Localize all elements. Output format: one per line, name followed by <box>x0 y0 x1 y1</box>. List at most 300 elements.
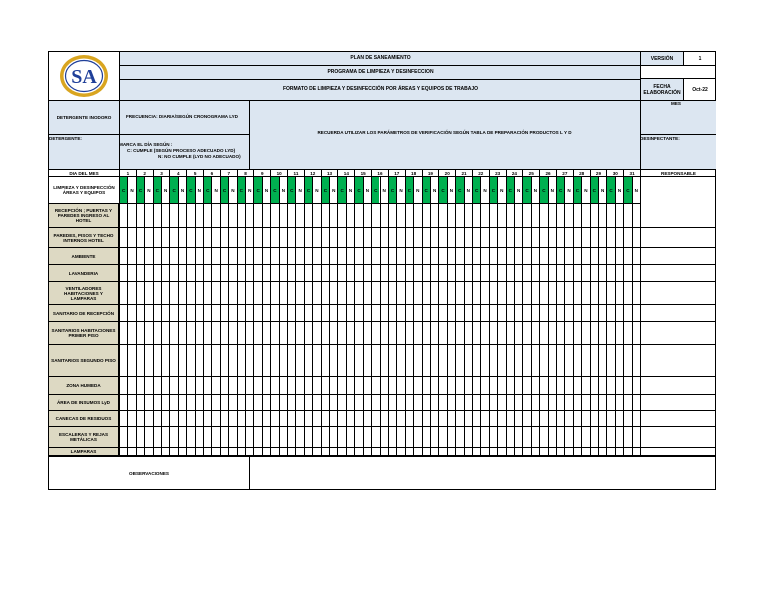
check-cell[interactable] <box>253 427 261 447</box>
check-cell[interactable] <box>413 265 421 281</box>
check-cell[interactable] <box>245 305 253 321</box>
check-cell[interactable] <box>396 265 404 281</box>
check-cell[interactable] <box>548 427 556 447</box>
check-cell[interactable] <box>531 411 539 426</box>
check-cell[interactable] <box>514 305 522 321</box>
check-cell[interactable] <box>329 448 337 455</box>
check-cell[interactable] <box>472 305 480 321</box>
check-cell[interactable] <box>430 448 438 455</box>
check-cell[interactable] <box>195 377 203 394</box>
check-cell[interactable] <box>531 282 539 304</box>
check-cell[interactable] <box>262 377 270 394</box>
check-cell[interactable] <box>270 427 278 447</box>
check-cell[interactable] <box>195 248 203 264</box>
check-cell[interactable] <box>632 448 640 455</box>
check-cell[interactable] <box>480 305 488 321</box>
check-cell[interactable] <box>581 322 589 344</box>
check-cell[interactable] <box>590 265 598 281</box>
check-cell[interactable] <box>514 204 522 227</box>
check-cell[interactable] <box>506 228 514 247</box>
check-cell[interactable] <box>237 448 245 455</box>
check-cell[interactable] <box>186 282 194 304</box>
check-cell[interactable] <box>127 228 135 247</box>
check-cell[interactable] <box>245 204 253 227</box>
check-cell[interactable] <box>262 204 270 227</box>
check-cell[interactable] <box>422 345 430 376</box>
check-cell[interactable] <box>480 322 488 344</box>
check-cell[interactable] <box>564 305 572 321</box>
check-cell[interactable] <box>304 282 312 304</box>
check-cell[interactable] <box>455 377 463 394</box>
check-cell[interactable] <box>287 395 295 410</box>
check-cell[interactable] <box>388 282 396 304</box>
check-cell[interactable] <box>380 411 388 426</box>
check-cell[interactable] <box>253 305 261 321</box>
check-cell[interactable] <box>380 377 388 394</box>
check-cell[interactable] <box>321 448 329 455</box>
check-cell[interactable] <box>237 282 245 304</box>
check-cell[interactable] <box>161 322 169 344</box>
check-cell[interactable] <box>279 395 287 410</box>
check-cell[interactable] <box>354 305 362 321</box>
check-cell[interactable] <box>354 265 362 281</box>
check-cell[interactable] <box>573 448 581 455</box>
check-cell[interactable] <box>211 427 219 447</box>
check-cell[interactable] <box>590 345 598 376</box>
check-cell[interactable] <box>497 282 505 304</box>
check-cell[interactable] <box>632 345 640 376</box>
check-cell[interactable] <box>380 305 388 321</box>
check-cell[interactable] <box>573 322 581 344</box>
check-cell[interactable] <box>136 345 144 376</box>
check-cell[interactable] <box>144 204 152 227</box>
check-cell[interactable] <box>590 411 598 426</box>
responsible-cell[interactable] <box>640 204 716 228</box>
check-cell[interactable] <box>346 395 354 410</box>
check-cell[interactable] <box>506 248 514 264</box>
check-cell[interactable] <box>413 411 421 426</box>
check-cell[interactable] <box>337 305 345 321</box>
check-cell[interactable] <box>548 305 556 321</box>
check-cell[interactable] <box>422 395 430 410</box>
check-cell[interactable] <box>632 411 640 426</box>
check-cell[interactable] <box>127 282 135 304</box>
check-cell[interactable] <box>220 204 228 227</box>
check-cell[interactable] <box>304 265 312 281</box>
check-cell[interactable] <box>295 322 303 344</box>
check-cell[interactable] <box>380 282 388 304</box>
check-cell[interactable] <box>447 228 455 247</box>
check-cell[interactable] <box>581 305 589 321</box>
check-cell[interactable] <box>564 411 572 426</box>
check-cell[interactable] <box>548 204 556 227</box>
check-cell[interactable] <box>422 204 430 227</box>
check-cell[interactable] <box>329 204 337 227</box>
check-cell[interactable] <box>405 448 413 455</box>
check-cell[interactable] <box>245 265 253 281</box>
check-cell[interactable] <box>354 282 362 304</box>
check-cell[interactable] <box>438 322 446 344</box>
check-cell[interactable] <box>522 395 530 410</box>
check-cell[interactable] <box>480 265 488 281</box>
check-cell[interactable] <box>363 248 371 264</box>
check-cell[interactable] <box>455 248 463 264</box>
check-cell[interactable] <box>321 322 329 344</box>
check-cell[interactable] <box>581 427 589 447</box>
check-cell[interactable] <box>548 395 556 410</box>
check-cell[interactable] <box>615 228 623 247</box>
check-cell[interactable] <box>590 305 598 321</box>
check-cell[interactable] <box>354 228 362 247</box>
check-cell[interactable] <box>127 411 135 426</box>
check-cell[interactable] <box>262 322 270 344</box>
check-cell[interactable] <box>506 377 514 394</box>
check-cell[interactable] <box>127 448 135 455</box>
check-cell[interactable] <box>396 411 404 426</box>
check-cell[interactable] <box>598 427 606 447</box>
check-cell[interactable] <box>497 248 505 264</box>
check-cell[interactable] <box>161 411 169 426</box>
check-cell[interactable] <box>321 265 329 281</box>
check-cell[interactable] <box>632 282 640 304</box>
check-cell[interactable] <box>186 427 194 447</box>
check-cell[interactable] <box>598 411 606 426</box>
check-cell[interactable] <box>354 377 362 394</box>
check-cell[interactable] <box>127 427 135 447</box>
check-cell[interactable] <box>615 345 623 376</box>
check-cell[interactable] <box>304 322 312 344</box>
check-cell[interactable] <box>606 305 614 321</box>
check-cell[interactable] <box>447 282 455 304</box>
check-cell[interactable] <box>228 282 236 304</box>
check-cell[interactable] <box>203 448 211 455</box>
check-cell[interactable] <box>228 322 236 344</box>
check-cell[interactable] <box>590 377 598 394</box>
check-cell[interactable] <box>430 305 438 321</box>
check-cell[interactable] <box>270 322 278 344</box>
check-cell[interactable] <box>556 448 564 455</box>
check-cell[interactable] <box>312 282 320 304</box>
check-cell[interactable] <box>237 427 245 447</box>
check-cell[interactable] <box>632 228 640 247</box>
check-cell[interactable] <box>598 204 606 227</box>
check-cell[interactable] <box>363 395 371 410</box>
responsible-cell[interactable] <box>640 265 716 282</box>
check-cell[interactable] <box>119 448 127 455</box>
check-cell[interactable] <box>522 204 530 227</box>
check-cell[interactable] <box>346 204 354 227</box>
check-cell[interactable] <box>186 395 194 410</box>
check-cell[interactable] <box>253 248 261 264</box>
check-cell[interactable] <box>531 345 539 376</box>
check-cell[interactable] <box>279 411 287 426</box>
check-cell[interactable] <box>136 395 144 410</box>
check-cell[interactable] <box>489 204 497 227</box>
check-cell[interactable] <box>413 427 421 447</box>
check-cell[interactable] <box>573 395 581 410</box>
check-cell[interactable] <box>447 265 455 281</box>
check-cell[interactable] <box>153 411 161 426</box>
check-cell[interactable] <box>438 228 446 247</box>
check-cell[interactable] <box>573 345 581 376</box>
check-cell[interactable] <box>573 305 581 321</box>
check-cell[interactable] <box>447 305 455 321</box>
check-cell[interactable] <box>606 204 614 227</box>
check-cell[interactable] <box>312 248 320 264</box>
check-cell[interactable] <box>455 265 463 281</box>
check-cell[interactable] <box>312 204 320 227</box>
check-cell[interactable] <box>211 265 219 281</box>
check-cell[interactable] <box>497 345 505 376</box>
check-cell[interactable] <box>169 282 177 304</box>
check-cell[interactable] <box>178 322 186 344</box>
check-cell[interactable] <box>195 395 203 410</box>
check-cell[interactable] <box>329 248 337 264</box>
check-cell[interactable] <box>506 204 514 227</box>
check-cell[interactable] <box>321 395 329 410</box>
check-cell[interactable] <box>556 305 564 321</box>
check-cell[interactable] <box>203 228 211 247</box>
check-cell[interactable] <box>556 322 564 344</box>
check-cell[interactable] <box>430 248 438 264</box>
check-cell[interactable] <box>464 228 472 247</box>
check-cell[interactable] <box>228 345 236 376</box>
check-cell[interactable] <box>253 322 261 344</box>
check-cell[interactable] <box>253 411 261 426</box>
check-cell[interactable] <box>253 228 261 247</box>
check-cell[interactable] <box>623 377 631 394</box>
check-cell[interactable] <box>489 395 497 410</box>
check-cell[interactable] <box>169 305 177 321</box>
check-cell[interactable] <box>548 345 556 376</box>
check-cell[interactable] <box>169 345 177 376</box>
check-cell[interactable] <box>472 448 480 455</box>
check-cell[interactable] <box>581 345 589 376</box>
check-cell[interactable] <box>615 282 623 304</box>
check-cell[interactable] <box>590 427 598 447</box>
check-cell[interactable] <box>388 265 396 281</box>
check-cell[interactable] <box>195 345 203 376</box>
check-cell[interactable] <box>153 395 161 410</box>
check-cell[interactable] <box>346 448 354 455</box>
check-cell[interactable] <box>396 282 404 304</box>
check-cell[interactable] <box>262 345 270 376</box>
check-cell[interactable] <box>548 228 556 247</box>
check-cell[interactable] <box>228 265 236 281</box>
check-cell[interactable] <box>119 305 127 321</box>
check-cell[interactable] <box>455 322 463 344</box>
check-cell[interactable] <box>489 427 497 447</box>
check-cell[interactable] <box>539 322 547 344</box>
check-cell[interactable] <box>396 427 404 447</box>
check-cell[interactable] <box>514 228 522 247</box>
check-cell[interactable] <box>237 395 245 410</box>
check-cell[interactable] <box>228 228 236 247</box>
check-cell[interactable] <box>161 282 169 304</box>
check-cell[interactable] <box>455 282 463 304</box>
check-cell[interactable] <box>472 282 480 304</box>
check-cell[interactable] <box>581 265 589 281</box>
check-cell[interactable] <box>354 345 362 376</box>
responsible-cell[interactable] <box>640 322 716 345</box>
check-cell[interactable] <box>237 265 245 281</box>
check-cell[interactable] <box>211 282 219 304</box>
check-cell[interactable] <box>497 395 505 410</box>
check-cell[interactable] <box>295 248 303 264</box>
check-cell[interactable] <box>522 427 530 447</box>
check-cell[interactable] <box>548 282 556 304</box>
check-cell[interactable] <box>590 322 598 344</box>
check-cell[interactable] <box>119 411 127 426</box>
check-cell[interactable] <box>447 427 455 447</box>
check-cell[interactable] <box>388 305 396 321</box>
check-cell[interactable] <box>581 204 589 227</box>
check-cell[interactable] <box>337 448 345 455</box>
check-cell[interactable] <box>396 248 404 264</box>
check-cell[interactable] <box>522 345 530 376</box>
check-cell[interactable] <box>430 395 438 410</box>
check-cell[interactable] <box>489 265 497 281</box>
check-cell[interactable] <box>623 427 631 447</box>
check-cell[interactable] <box>581 282 589 304</box>
check-cell[interactable] <box>312 345 320 376</box>
check-cell[interactable] <box>195 411 203 426</box>
check-cell[interactable] <box>438 427 446 447</box>
check-cell[interactable] <box>337 395 345 410</box>
check-cell[interactable] <box>220 305 228 321</box>
check-cell[interactable] <box>304 248 312 264</box>
check-cell[interactable] <box>615 448 623 455</box>
check-cell[interactable] <box>598 377 606 394</box>
check-cell[interactable] <box>211 204 219 227</box>
check-cell[interactable] <box>539 377 547 394</box>
check-cell[interactable] <box>270 265 278 281</box>
check-cell[interactable] <box>228 305 236 321</box>
check-cell[interactable] <box>144 395 152 410</box>
check-cell[interactable] <box>472 204 480 227</box>
check-cell[interactable] <box>304 411 312 426</box>
check-cell[interactable] <box>287 377 295 394</box>
check-cell[interactable] <box>422 305 430 321</box>
check-cell[interactable] <box>253 204 261 227</box>
check-cell[interactable] <box>522 228 530 247</box>
check-cell[interactable] <box>606 411 614 426</box>
check-cell[interactable] <box>279 204 287 227</box>
check-cell[interactable] <box>564 395 572 410</box>
check-cell[interactable] <box>472 345 480 376</box>
check-cell[interactable] <box>396 448 404 455</box>
check-cell[interactable] <box>480 411 488 426</box>
check-cell[interactable] <box>590 228 598 247</box>
check-cell[interactable] <box>346 411 354 426</box>
check-cell[interactable] <box>337 377 345 394</box>
check-cell[interactable] <box>321 345 329 376</box>
check-cell[interactable] <box>548 322 556 344</box>
check-cell[interactable] <box>262 248 270 264</box>
check-cell[interactable] <box>169 377 177 394</box>
check-cell[interactable] <box>169 248 177 264</box>
check-cell[interactable] <box>455 395 463 410</box>
check-cell[interactable] <box>615 265 623 281</box>
check-cell[interactable] <box>270 248 278 264</box>
check-cell[interactable] <box>178 228 186 247</box>
check-cell[interactable] <box>195 204 203 227</box>
check-cell[interactable] <box>203 282 211 304</box>
check-cell[interactable] <box>539 345 547 376</box>
check-cell[interactable] <box>464 204 472 227</box>
check-cell[interactable] <box>514 282 522 304</box>
check-cell[interactable] <box>119 377 127 394</box>
check-cell[interactable] <box>380 427 388 447</box>
check-cell[interactable] <box>127 377 135 394</box>
check-cell[interactable] <box>506 322 514 344</box>
check-cell[interactable] <box>178 345 186 376</box>
check-cell[interactable] <box>573 228 581 247</box>
check-cell[interactable] <box>606 248 614 264</box>
check-cell[interactable] <box>413 395 421 410</box>
check-cell[interactable] <box>144 411 152 426</box>
check-cell[interactable] <box>623 204 631 227</box>
check-cell[interactable] <box>363 265 371 281</box>
check-cell[interactable] <box>413 204 421 227</box>
check-cell[interactable] <box>279 305 287 321</box>
check-cell[interactable] <box>606 228 614 247</box>
check-cell[interactable] <box>380 265 388 281</box>
check-cell[interactable] <box>270 448 278 455</box>
check-cell[interactable] <box>489 228 497 247</box>
check-cell[interactable] <box>632 305 640 321</box>
check-cell[interactable] <box>329 228 337 247</box>
check-cell[interactable] <box>531 377 539 394</box>
check-cell[interactable] <box>321 248 329 264</box>
check-cell[interactable] <box>253 345 261 376</box>
check-cell[interactable] <box>203 248 211 264</box>
check-cell[interactable] <box>480 228 488 247</box>
check-cell[interactable] <box>245 427 253 447</box>
check-cell[interactable] <box>178 282 186 304</box>
check-cell[interactable] <box>556 377 564 394</box>
check-cell[interactable] <box>430 427 438 447</box>
check-cell[interactable] <box>539 411 547 426</box>
check-cell[interactable] <box>119 282 127 304</box>
check-cell[interactable] <box>371 411 379 426</box>
check-cell[interactable] <box>405 411 413 426</box>
check-cell[interactable] <box>531 427 539 447</box>
check-cell[interactable] <box>564 265 572 281</box>
check-cell[interactable] <box>472 395 480 410</box>
check-cell[interactable] <box>262 411 270 426</box>
check-cell[interactable] <box>119 322 127 344</box>
check-cell[interactable] <box>346 322 354 344</box>
responsible-cell[interactable] <box>640 248 716 265</box>
check-cell[interactable] <box>211 395 219 410</box>
check-cell[interactable] <box>321 377 329 394</box>
check-cell[interactable] <box>388 395 396 410</box>
check-cell[interactable] <box>312 427 320 447</box>
check-cell[interactable] <box>136 228 144 247</box>
check-cell[interactable] <box>380 204 388 227</box>
check-cell[interactable] <box>623 395 631 410</box>
check-cell[interactable] <box>363 228 371 247</box>
responsible-cell[interactable] <box>640 305 716 322</box>
responsible-cell[interactable] <box>640 345 716 377</box>
check-cell[interactable] <box>598 345 606 376</box>
check-cell[interactable] <box>497 204 505 227</box>
check-cell[interactable] <box>514 248 522 264</box>
check-cell[interactable] <box>203 377 211 394</box>
check-cell[interactable] <box>413 228 421 247</box>
check-cell[interactable] <box>136 448 144 455</box>
